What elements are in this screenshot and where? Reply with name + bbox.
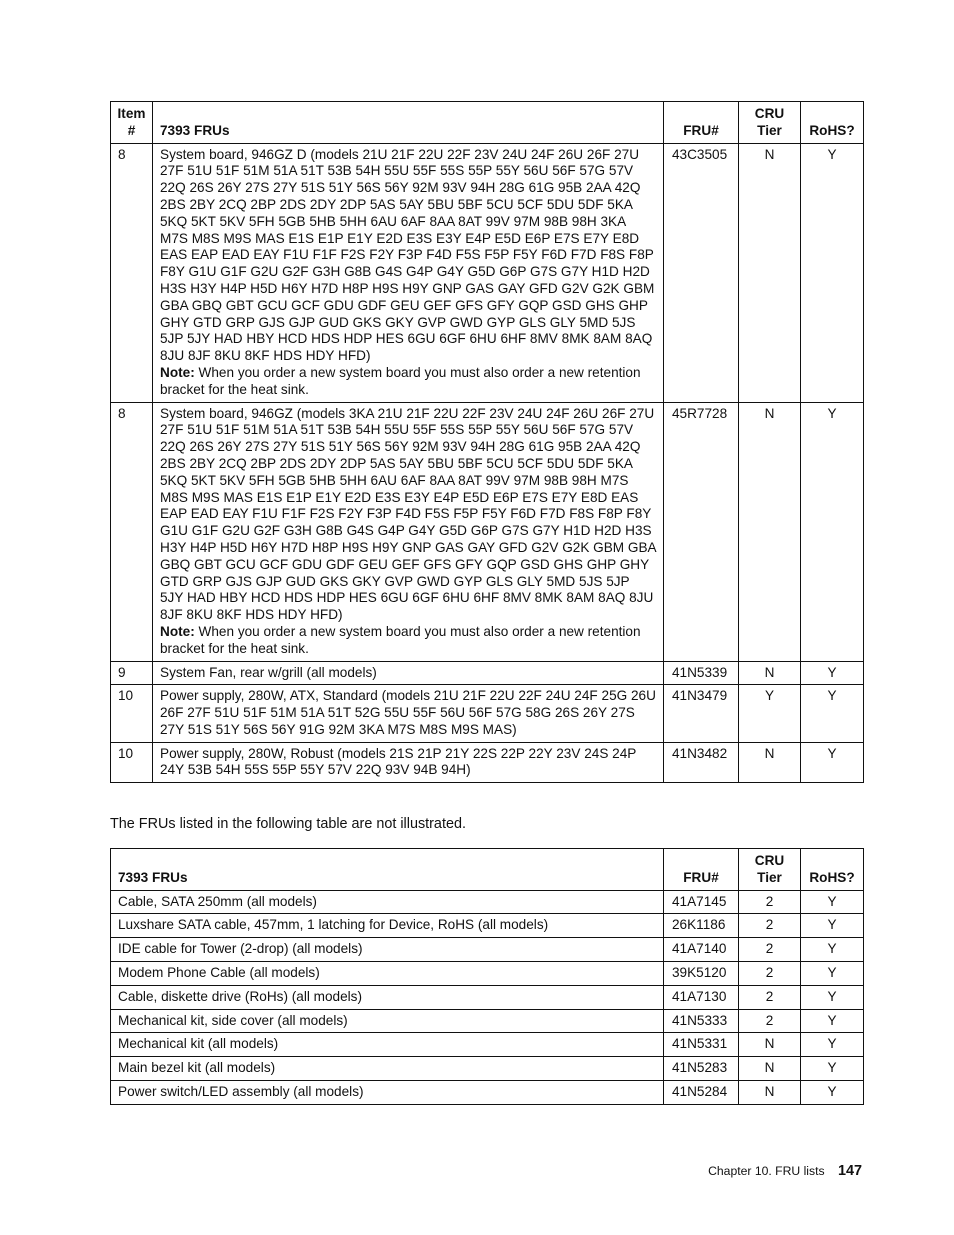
rohs: Y xyxy=(801,1080,864,1104)
item-number: 8 xyxy=(111,402,153,661)
rohs: Y xyxy=(801,1033,864,1057)
header-rohs: RoHS? xyxy=(801,102,864,144)
cru-tier: 2 xyxy=(739,938,801,962)
rohs: Y xyxy=(801,985,864,1009)
note-label: Note: xyxy=(160,623,195,639)
fru-number: 41N3482 xyxy=(664,742,739,783)
fru-description: Power switch/LED assembly (all models) xyxy=(111,1080,664,1104)
fru-description: System Fan, rear w/grill (all models) xyxy=(153,661,664,685)
header-rohs: RoHS? xyxy=(801,849,864,891)
cru-tier: 2 xyxy=(739,985,801,1009)
fru-description: Main bezel kit (all models) xyxy=(111,1057,664,1081)
header-frus: 7393 FRUs xyxy=(153,102,664,144)
fru-number: 41A7145 xyxy=(664,890,739,914)
fru-description: Mechanical kit, side cover (all models) xyxy=(111,1009,664,1033)
cru-tier: 2 xyxy=(739,890,801,914)
fru-number: 41N5283 xyxy=(664,1057,739,1081)
page-footer xyxy=(690,1163,862,1179)
fru-number: 45R7728 xyxy=(664,402,739,661)
table-header-row xyxy=(111,102,864,144)
rohs: Y xyxy=(801,961,864,985)
table-row xyxy=(111,890,864,914)
rohs: Y xyxy=(801,143,864,402)
cru-tier: 2 xyxy=(739,1009,801,1033)
table-row xyxy=(111,402,864,661)
table-row xyxy=(111,1009,864,1033)
fru-number: 41N5333 xyxy=(664,1009,739,1033)
table-header-row xyxy=(111,849,864,891)
item-number: 10 xyxy=(111,685,153,742)
fru-description-text: System board, 946GZ (models 3KA 21U 21F 22U 22F 23V 24U 24F 26U 26F 27U 27F 51U 51F 51M 51A 51T 53B 54H 55U 55F 55S 55P 55Y 56U 56F 57G 57V 22Q 26S 26Y 27S 27Y 51S 51Y 56S 56Y 92M 93V 94H 28G 61G 95B 2AA 42Q 2BS 2BY 2CQ 2BP 2DS 2DY 2DP 5AS 5AY 5BU 5BF 5CU 5CF 5DU 5DF 5KA 5KQ 5KT 5KV 5FH 5GB 5HB 5HH 6AU 6AF 8AA 8AT 99V 97M 98B 98H M7S M8S M9S MAS E1S E1P E1Y E2D E3S E3Y E4P E5D E6P E7S E7Y E8D EAS EAP EAD EAY F1U F1F F2S F2Y F3P F4D F5S F5P F5Y F6D F7D F8S F8P F8Y G1U G1F G2U G2F G3H G8B G4S G4P G4Y G5D G6P G7S G7Y H1D H2D H3S H3Y H4P H5D H6Y H7D H8P H9S H9Y GNP GAS GAY GFD G2V G2K GBM GBA GBQ GBT GCU GCF GDU GDF GEU GEF GFS GFY GQP GSD GHS GHP GHY GTD GRP GJS GJP GUD GKS GKY GVP GWD GYP GLS GLY 5MD 5JS 5JP 5JY HAD HBY HCD HDS HDP HES 6GU 6GF 6HU 6HF 8MV 8MK 8AM 8AQ 8JU 8JF 8KU 8KF HDS HDY HFD) xyxy=(160,405,656,623)
fru-number: 41N5284 xyxy=(664,1080,739,1104)
item-number: 10 xyxy=(111,742,153,783)
rohs: Y xyxy=(801,402,864,661)
fru-number: 26K1186 xyxy=(664,914,739,938)
fru-description: Modem Phone Cable (all models) xyxy=(111,961,664,985)
fru-table-illustrated xyxy=(110,101,864,783)
item-number: 9 xyxy=(111,661,153,685)
page-number: 147 xyxy=(837,1163,862,1179)
cru-tier: N xyxy=(739,402,801,661)
table-row xyxy=(111,938,864,962)
fru-number: 43C3505 xyxy=(664,143,739,402)
table-row xyxy=(111,1057,864,1081)
header-frus: 7393 FRUs xyxy=(111,849,664,891)
cru-tier: 2 xyxy=(739,961,801,985)
table-row xyxy=(111,914,864,938)
fru-table-not-illustrated xyxy=(110,848,864,1105)
fru-number: 41A7130 xyxy=(664,985,739,1009)
fru-number: 41N5331 xyxy=(664,1033,739,1057)
table-row xyxy=(111,742,864,783)
fru-description: Cable, diskette drive (RoHs) (all models) xyxy=(111,985,664,1009)
table-row xyxy=(111,661,864,685)
table-row xyxy=(111,685,864,742)
table-row xyxy=(111,961,864,985)
rohs: Y xyxy=(801,890,864,914)
header-fru-number: FRU# xyxy=(664,102,739,144)
table-row xyxy=(111,143,864,402)
fru-number: 41N5339 xyxy=(664,661,739,685)
fru-number: 39K5120 xyxy=(664,961,739,985)
rohs: Y xyxy=(801,685,864,742)
fru-description: IDE cable for Tower (2-drop) (all models) xyxy=(111,938,664,962)
rohs: Y xyxy=(801,661,864,685)
header-cru-tier: CRU Tier xyxy=(739,849,801,891)
rohs: Y xyxy=(801,1057,864,1081)
cru-tier: N xyxy=(739,1057,801,1081)
fru-note xyxy=(160,365,656,399)
header-item: Item # xyxy=(111,102,153,144)
fru-description: Power supply, 280W, ATX, Standard (models 21U 21F 22U 22F 24U 24F 25G 26U 26F 27F 51U 51F 51M 51A 51T 52G 55U 55F 56U 56F 57G 58G 26S 26Y 27S 27Y 51S 51Y 56S 56Y 91G 92M 3KA M7S M8S M9S MAS) xyxy=(153,685,664,742)
rohs: Y xyxy=(801,914,864,938)
cru-tier: N xyxy=(739,143,801,402)
fru-description: Mechanical kit (all models) xyxy=(111,1033,664,1057)
rohs: Y xyxy=(801,938,864,962)
header-cru-tier: CRU Tier xyxy=(739,102,801,144)
cru-tier: N xyxy=(739,742,801,783)
fru-number: 41N3479 xyxy=(664,685,739,742)
fru-description: Cable, SATA 250mm (all models) xyxy=(111,890,664,914)
fru-description-text: System board, 946GZ D (models 21U 21F 22U 22F 23V 24U 24F 26U 26F 27U 27F 51U 51F 51M 51A 51T 53B 54H 55U 55F 55S 55P 55Y 56U 56F 57G 57V 22Q 26S 26Y 27S 27Y 51S 51Y 56S 56Y 92M 93V 94H 28G 61G 95B 2AA 42Q 2BS 2BY 2CQ 2BP 2DS 2DY 2DP 5AS 5AY 5BU 5BF 5CU 5CF 5DU 5DF 5KA 5KQ 5KT 5KV 5FH 5GB 5HB 5HH 6AU 6AF 8AA 8AT 99V 97M 98B 98H 3KA M7S M8S M9S MAS E1S E1P E1Y E2D E3S E3Y E4P E5D E6P E7S E7Y E8D EAS EAP EAD EAY F1U F1F F2S F2Y F3P F4D F5S F5P F5Y F6D F7D F8S F8P F8Y G1U G1F G2U G2F G3H G8B G4S G4P G4Y G5D G6P G7S G7Y H1D H2D H3S H3Y H4P H5D H6Y H7D H8P H9S H9Y GNP GAS GAY GFD G2V G2K GBM GBA GBQ GBT GCU GCF GDU GDF GEU GEF GFS GFY GQP GSD GHS GHP GHY GTD GRP GJS GJP GUD GKS GKY GVP GWD GYP GLS GLY 5MD 5JS 5JP 5JY HAD HBY HCD HDS HDP HES 6GU 6GF 6HU 6HF 8MV 8MK 8AM 8AQ 8JU 8JF 8KU 8KF HDS HDY HFD) xyxy=(160,146,655,364)
cru-tier: Y xyxy=(739,685,801,742)
fru-description: Luxshare SATA cable, 457mm, 1 latching for Device, RoHS (all models) xyxy=(111,914,664,938)
rohs: Y xyxy=(801,742,864,783)
header-fru-number: FRU# xyxy=(664,849,739,891)
fru-description xyxy=(153,402,664,661)
item-number: 8 xyxy=(111,143,153,402)
table-row xyxy=(111,1033,864,1057)
rohs: Y xyxy=(801,1009,864,1033)
note-label: Note: xyxy=(160,364,195,380)
fru-description: Power supply, 280W, Robust (models 21S 21P 21Y 22S 22P 22Y 23V 24S 24P 24Y 53B 54H 55S 55P 55Y 57V 22Q 93V 94B 94H) xyxy=(153,742,664,783)
note-text: When you order a new system board you must also order a new retention bracket for the heat sink. xyxy=(160,623,641,656)
cru-tier: N xyxy=(739,1033,801,1057)
cru-tier: 2 xyxy=(739,914,801,938)
fru-note xyxy=(160,624,656,658)
chapter-label: Chapter 10. FRU lists xyxy=(708,1164,825,1178)
note-text: When you order a new system board you must also order a new retention bracket for the heat sink. xyxy=(160,364,641,397)
fru-number: 41A7140 xyxy=(664,938,739,962)
intro-paragraph: The FRUs listed in the following table are not illustrated. xyxy=(110,816,466,832)
cru-tier: N xyxy=(739,661,801,685)
table-row xyxy=(111,1080,864,1104)
fru-description xyxy=(153,143,664,402)
table-row xyxy=(111,985,864,1009)
cru-tier: N xyxy=(739,1080,801,1104)
